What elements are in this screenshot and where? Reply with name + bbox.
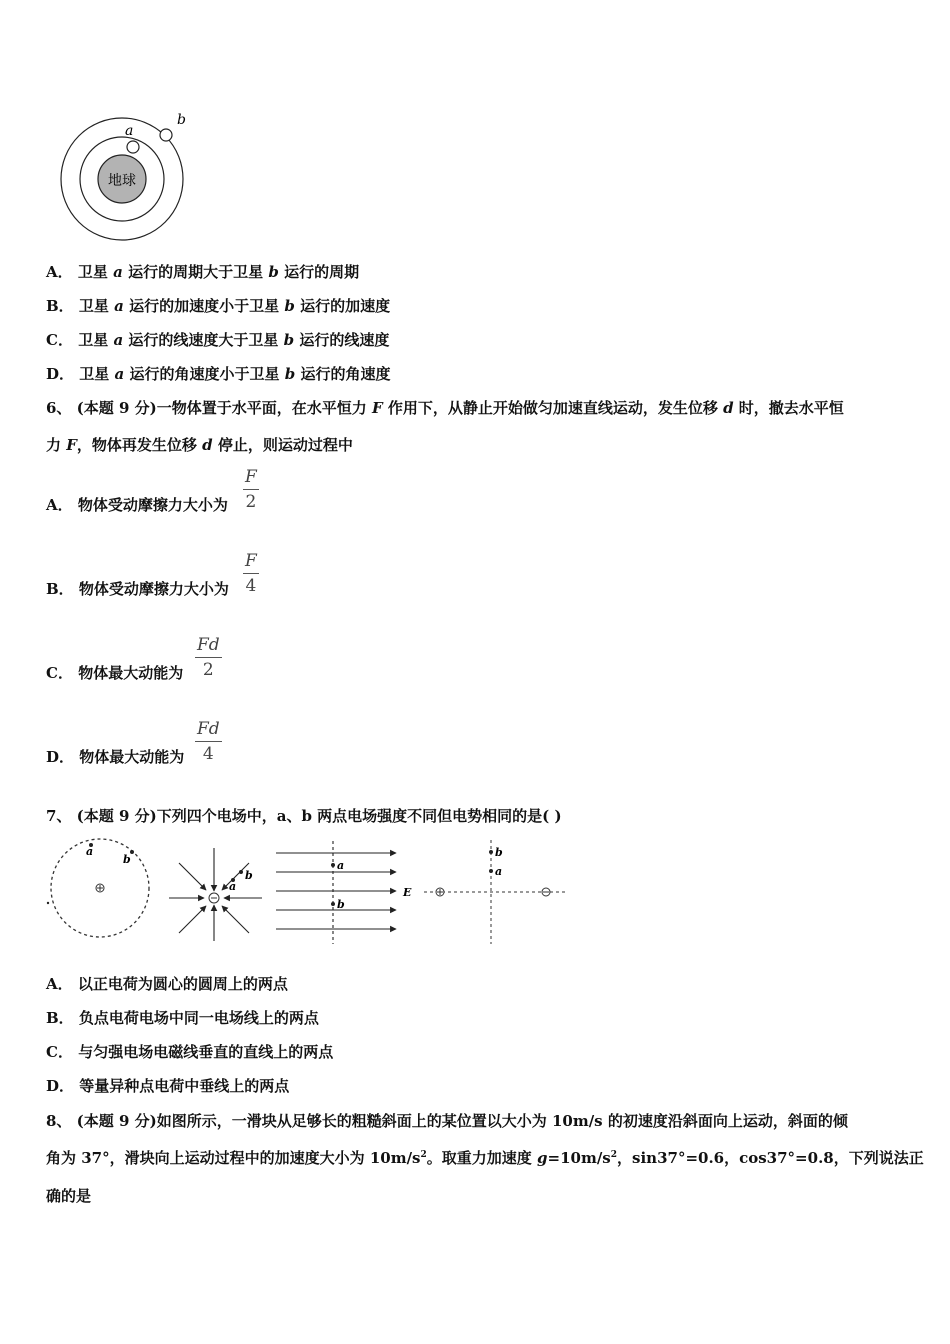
earth-label: 地球 xyxy=(108,173,136,189)
svg-text:a: a xyxy=(337,859,345,872)
svg-text:a: a xyxy=(86,845,94,858)
svg-text:b: b xyxy=(245,869,253,882)
q5-option-c: C． 卫星 a 运行的线速度大于卫星 b 运行的线速度 xyxy=(46,331,390,349)
q7-option-d: D． 等量异种点电荷中垂线上的两点 xyxy=(46,1077,290,1095)
figure-uniform-field xyxy=(276,841,396,944)
q6-option-c: C． 物体最大动能为 xyxy=(46,664,184,682)
figure-positive-charge-circle xyxy=(47,839,149,937)
satellite-b xyxy=(160,129,172,141)
q7-option-c: C． 与匀强电场电磁线垂直的直线上的两点 xyxy=(46,1043,334,1061)
svg-text:a: a xyxy=(495,865,503,878)
svg-text:b: b xyxy=(123,853,131,866)
q6-stem-line2: 力 F，物体再发生位移 d 停止，则运动过程中 xyxy=(46,436,353,454)
svg-text:E: E xyxy=(403,886,412,899)
svg-text:b: b xyxy=(495,846,503,859)
satellite-a-label: a xyxy=(125,123,134,139)
svg-text:b: b xyxy=(337,898,345,911)
q6-option-a: A． 物体受动摩擦力大小为 xyxy=(46,496,228,514)
svg-text:a: a xyxy=(229,880,237,893)
q6-option-b-fraction: F 4 xyxy=(245,551,257,596)
q5-option-d: D． 卫星 a 运行的角速度小于卫星 b 运行的角速度 xyxy=(46,365,391,383)
q7-option-a: A． 以正电荷为圆心的圆周上的两点 xyxy=(46,975,288,993)
q6-option-b: B． 物体受动摩擦力大小为 xyxy=(46,580,229,598)
q6-option-c-fraction: Fd 2 xyxy=(197,635,220,680)
q5-option-b: B． 卫星 a 运行的加速度小于卫星 b 运行的加速度 xyxy=(46,297,391,315)
q7-option-b: B． 负点电荷电场中同一电场线上的两点 xyxy=(46,1009,319,1027)
q8-stem-line2: 角为 37°，滑块向上运动过程中的加速度大小为 $10m/s^2$。取重力加速度 $g=10m/s^2$，sin37°=0.6，cos37°=0.8，下列说法正 xyxy=(46,1149,924,1167)
q6-option-a-fraction: F 2 xyxy=(245,467,257,512)
q8-stem-line1: 8、 (本题 9 分)如图所示，一滑块从足够长的粗糙斜面上的某位置以大小为 10m/s 的初速度沿斜面向上运动，斜面的倾 xyxy=(46,1112,848,1130)
q6-stem-line1: 6、 (本题 9 分)一物体置于水平面，在水平恒力 F 作用下，从静止开始做匀加速直线运动，发生位移 d 时，撤去水平恒 xyxy=(46,399,844,417)
satellite-b-label: b xyxy=(177,112,186,128)
figure-negative-charge-field xyxy=(169,848,262,941)
q7-stem: 7、 (本题 9 分)下列四个电场中，a、b 两点电场强度不同但电势相同的是( ) xyxy=(46,807,562,825)
orbit-figure xyxy=(55,108,195,243)
q8-stem-line3: 确的是 xyxy=(46,1187,92,1205)
q5-option-a: A． 卫星 a 运行的周期大于卫星 b 运行的周期 xyxy=(46,263,360,281)
q7-field-figures xyxy=(44,836,574,948)
q6-option-d: D． 物体最大动能为 xyxy=(46,748,185,766)
satellite-a xyxy=(127,141,139,153)
q6-option-d-fraction: Fd 4 xyxy=(197,719,220,764)
